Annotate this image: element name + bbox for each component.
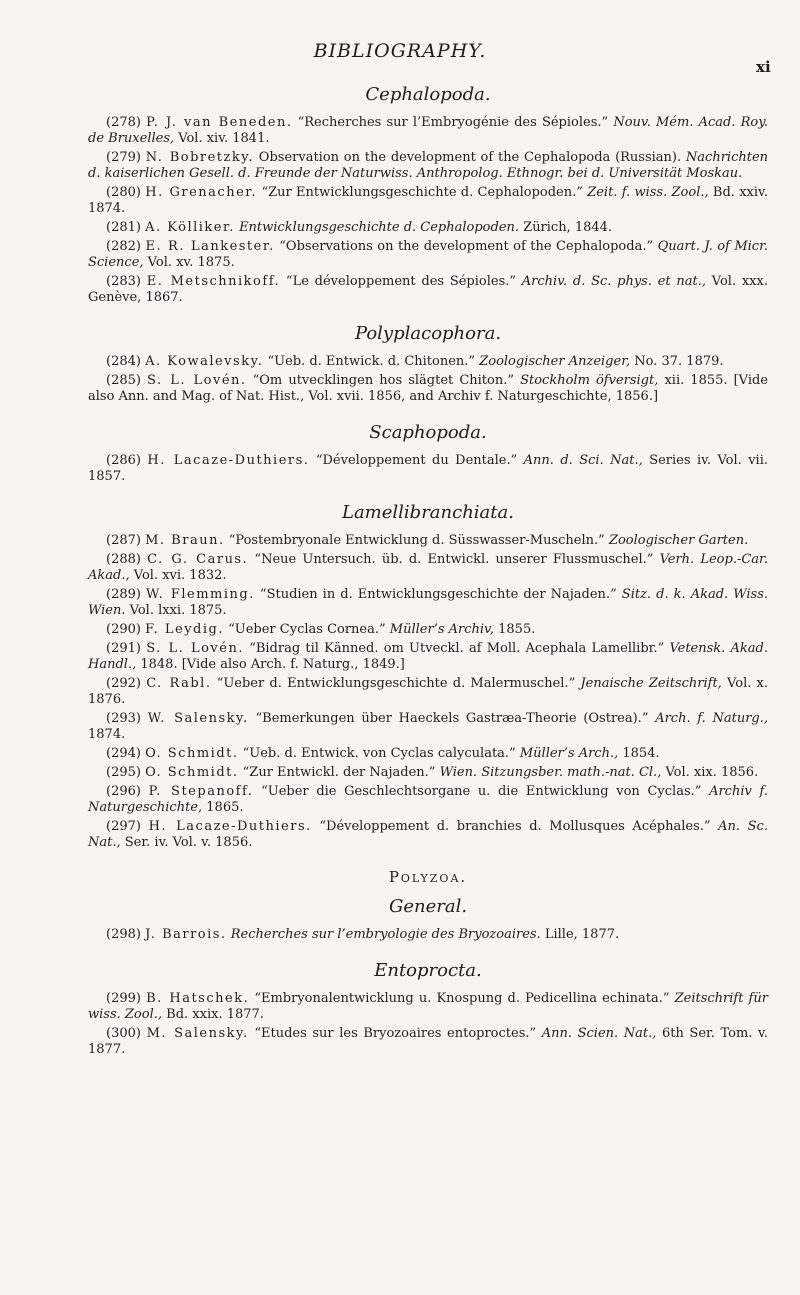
entry-number: (279) xyxy=(106,150,141,165)
section-gap xyxy=(88,488,768,502)
section-gap xyxy=(88,854,768,868)
entry-source: Ann. d. Sci. Nat., xyxy=(523,453,643,468)
entry-source: Verh. Leop.-Car. Akad., xyxy=(88,552,768,583)
entry-author: P. Stepanoff. xyxy=(148,784,254,799)
entry-number: (288) xyxy=(106,552,141,567)
bibliography-entry xyxy=(88,641,768,673)
entry-details: Series iv. Vol. vii. 1857. xyxy=(88,453,769,484)
entry-source: Müller’s Archiv, xyxy=(389,622,494,637)
entry-details: xii. 1855. [Vide also Ann. and Mag. of Nat. Hist., Vol. xvii. 1856, and Archiv f. Naturgeschichte, 1856.] xyxy=(88,373,768,404)
bibliography-entry xyxy=(88,552,768,584)
entry-source: Nouv. Mém. Acad. Roy. de Bruxelles, xyxy=(88,115,768,146)
entry-number: (300) xyxy=(106,1026,141,1041)
bibliography-entry xyxy=(88,354,768,370)
bibliography-body xyxy=(88,84,768,1061)
entry-title: “Ueb. d. Entwick. von Cyclas calyculata.” xyxy=(242,746,516,761)
heading-gap xyxy=(88,344,768,354)
entry-details: Zürich, 1844. xyxy=(523,220,613,235)
entry-number: (283) xyxy=(106,274,141,289)
entry-title: “Postembryonale Entwicklung d. Süsswasser-Muscheln.” xyxy=(228,533,605,548)
entry-source: Zeitschrift für wiss. Zool., xyxy=(88,991,768,1022)
entry-details: 1865. xyxy=(206,800,244,815)
entry-source: Ann. Scien. Nat., xyxy=(541,1026,657,1041)
entry-author: C. Rabl. xyxy=(146,676,212,691)
entry-author: M. Braun. xyxy=(145,533,225,548)
entry-details: 1854. xyxy=(622,746,660,761)
bibliography-entry xyxy=(88,533,768,549)
bibliography-entry xyxy=(88,991,768,1023)
heading-gap xyxy=(88,523,768,533)
entry-title: “Studien in d. Entwicklungsgeschichte der Najaden.” xyxy=(259,587,617,602)
entry-number: (295) xyxy=(106,765,141,780)
entry-title: “Om utvecklingen hos slägtet Chiton.” xyxy=(252,373,515,388)
entry-author: N. Bobretzky. xyxy=(145,150,255,165)
entry-title: Observation on the development of the Cephalopoda (Russian). xyxy=(258,150,682,165)
entry-source: Stockholm öfversigt, xyxy=(520,373,659,388)
entry-details: Bd. xxix. 1877. xyxy=(166,1007,264,1022)
entry-details: Vol. xxx. Genève, 1867. xyxy=(88,274,768,305)
entry-details: Lille, 1877. xyxy=(544,927,620,942)
entry-number: (294) xyxy=(106,746,141,761)
bibliography-entry xyxy=(88,676,768,708)
heading-gap xyxy=(88,981,768,991)
bibliography-entry xyxy=(88,115,768,147)
bibliography-entry xyxy=(88,150,768,182)
entry-number: (299) xyxy=(106,991,141,1006)
section-heading: Polyplacophora. xyxy=(354,323,502,344)
entry-source: Zoologischer Anzeiger, xyxy=(479,354,631,369)
entry-source: Archiv. d. Sc. phys. et nat., xyxy=(521,274,707,289)
entry-author: S. L. Lovén. xyxy=(147,373,247,388)
entry-details: Ser. iv. Vol. v. 1856. xyxy=(124,835,253,850)
entry-author: F. Leydig. xyxy=(145,622,224,637)
bibliography-entry xyxy=(88,587,768,619)
entry-title: “Zur Entwickl. der Najaden.” xyxy=(242,765,436,780)
entry-title: “Développement du Dentale.” xyxy=(315,453,518,468)
entry-author: H. Grenacher. xyxy=(145,185,258,200)
heading-gap xyxy=(88,917,768,927)
entry-number: (286) xyxy=(106,453,141,468)
entry-title: “Bemerkungen über Haeckels Gastræa-Theorie (Ostrea).” xyxy=(255,711,649,726)
bibliography-entry xyxy=(88,711,768,743)
entry-author: C. G. Carus. xyxy=(147,552,249,567)
bibliography-entry xyxy=(88,220,768,236)
bibliography-entry xyxy=(88,453,768,485)
bibliography-entry xyxy=(88,185,768,217)
entry-details: No. 37. 1879. xyxy=(634,354,724,369)
entry-author: W. Flemming. xyxy=(146,587,255,602)
entry-number: (284) xyxy=(106,354,141,369)
bibliography-entry xyxy=(88,927,768,943)
entry-number: (285) xyxy=(106,373,141,388)
bibliography-entry xyxy=(88,239,768,271)
entry-source: Wien. Sitzungsber. math.-nat. Cl., xyxy=(439,765,662,780)
entry-author: J. Barrois. xyxy=(145,927,227,942)
entry-author: E. R. Lankester. xyxy=(145,239,275,254)
entry-author: W. Salensky. xyxy=(147,711,249,726)
heading-gap xyxy=(88,443,768,453)
section-gap xyxy=(88,309,768,323)
entry-source: Nachrichten d. kaiserlichen Gesell. d. Freunde der Naturwiss. Anthropolog. Ethnogr. bei d. Universität Moskau. xyxy=(88,150,769,181)
subsection-heading: Entoprocta. xyxy=(374,960,482,981)
entry-title: “Le développement des Sépioles.” xyxy=(285,274,517,289)
bibliography-entry xyxy=(88,819,768,851)
entry-source: Entwicklungsgeschichte d. Cephalopoden. xyxy=(239,220,520,235)
entry-author: A. Kowalevsky. xyxy=(145,354,264,369)
entry-number: (280) xyxy=(106,185,141,200)
entry-title: “Neue Untersuch. üb. d. Entwickl. unserer Flussmuschel.” xyxy=(254,552,654,567)
entry-details: 1874. xyxy=(88,727,126,742)
polyzoa-heading: Polyzoa. xyxy=(388,868,468,886)
entry-source: Müller’s Arch., xyxy=(519,746,619,761)
entry-title: “Ueb. d. Entwick. d. Chitonen.” xyxy=(267,354,476,369)
bibliography-entry xyxy=(88,746,768,762)
entry-author: M. Salensky. xyxy=(146,1026,249,1041)
entry-details: Vol. x. 1876. xyxy=(88,676,769,707)
entry-source: An. Sc. Nat., xyxy=(88,819,768,850)
entry-source: Vetensk. Akad. Handl., xyxy=(88,641,768,672)
entry-source: Arch. f. Naturg., xyxy=(655,711,768,726)
entry-title: “Zur Entwicklungsgeschichte d. Cephalopoden.” xyxy=(261,185,583,200)
entry-title: “Développement d. branchies d. Mollusques Acéphales.” xyxy=(319,819,711,834)
entry-source: Quart. J. of Micr. Science, xyxy=(88,239,769,270)
entry-number: (297) xyxy=(106,819,141,834)
entry-author: H. Lacaze-Duthiers. xyxy=(148,819,312,834)
entry-number: (291) xyxy=(106,641,141,656)
sections xyxy=(88,84,768,1058)
entry-number: (298) xyxy=(106,927,141,942)
entry-title: “Etudes sur les Bryozoaires entoproctes.” xyxy=(254,1026,537,1041)
bibliography-entry xyxy=(88,1026,768,1058)
entry-details: 1855. xyxy=(498,622,536,637)
entry-author: O. Schmidt. xyxy=(145,746,239,761)
entry-title: “Recherches sur l’Embryogénie des Sépioles.” xyxy=(297,115,609,130)
section-gap xyxy=(88,946,768,960)
running-head: BIBLIOGRAPHY. xyxy=(313,40,487,62)
entry-source: Sitz. d. k. Akad. Wiss. Wien. xyxy=(88,587,769,618)
entry-number: (289) xyxy=(106,587,141,602)
entry-details: Bd. xxiv. 1874. xyxy=(88,185,768,216)
entry-number: (292) xyxy=(106,676,141,691)
entry-number: (282) xyxy=(106,239,141,254)
bibliography-entry xyxy=(88,784,768,816)
entry-source: Zeit. f. wiss. Zool., xyxy=(587,185,709,200)
entry-number: (290) xyxy=(106,622,141,637)
entry-title: “Observations on the development of the Cephalopoda.” xyxy=(279,239,654,254)
entry-title: “Bidrag til Känned. om Utveckl. af Moll. Acephala Lamellibr.” xyxy=(249,641,665,656)
entry-details: Vol. lxxi. 1875. xyxy=(129,603,227,618)
entry-number: (287) xyxy=(106,533,141,548)
entry-details: 6th Ser. Tom. v. 1877. xyxy=(88,1026,768,1057)
entry-number: (281) xyxy=(106,220,141,235)
bibliography-entry xyxy=(88,765,768,781)
section-heading: Scaphopoda. xyxy=(369,422,487,443)
heading-gap xyxy=(88,105,768,115)
bibliography-entry xyxy=(88,373,768,405)
page-number: xi xyxy=(756,58,771,76)
entry-title: “Ueber Cyclas Cornea.” xyxy=(228,622,386,637)
entry-source: Recherches sur l’embryologie des Bryozoaires. xyxy=(230,927,541,942)
entry-title: “Embryonalentwicklung u. Knospung d. Pedicellina echinata.” xyxy=(254,991,670,1006)
section-gap xyxy=(88,408,768,422)
bibliography-entry xyxy=(88,274,768,306)
entry-source: Zoologischer Garten. xyxy=(608,533,749,548)
entry-author: H. Lacaze-Duthiers. xyxy=(147,453,310,468)
section-gap xyxy=(88,886,768,896)
entry-details: Vol. xiv. 1841. xyxy=(178,131,270,146)
entry-source: Jenaische Zeitschrift, xyxy=(580,676,722,691)
entry-details: 1848. [Vide also Arch. f. Naturg., 1849.] xyxy=(140,657,405,672)
entry-title: “Ueber die Geschlechtsorgane u. die Entwicklung von Cyclas.” xyxy=(261,784,702,799)
section-heading: Cephalopoda. xyxy=(365,84,491,105)
entry-details: Vol. xvi. 1832. xyxy=(133,568,227,583)
entry-author: E. Metschnikoff. xyxy=(146,274,281,289)
entry-author: B. Hatschek. xyxy=(146,991,250,1006)
entry-number: (278) xyxy=(106,115,141,130)
subsection-heading: General. xyxy=(388,896,468,917)
entry-details: Vol. xv. 1875. xyxy=(147,255,235,270)
entry-number: (296) xyxy=(106,784,141,799)
entry-author: O. Schmidt. xyxy=(145,765,239,780)
bibliography-entry xyxy=(88,622,768,638)
entry-author: A. Kölliker. xyxy=(145,220,235,235)
entry-title: “Ueber d. Entwicklungsgeschichte d. Malermuschel.” xyxy=(216,676,576,691)
entry-source: Archiv f. Naturgeschichte, xyxy=(88,784,768,815)
entry-number: (293) xyxy=(106,711,141,726)
entry-author: P. J. van Beneden. xyxy=(146,115,293,130)
section-heading: Lamellibranchiata. xyxy=(342,502,514,523)
entry-author: S. L. Lovén. xyxy=(146,641,244,656)
entry-details: Vol. xix. 1856. xyxy=(665,765,759,780)
